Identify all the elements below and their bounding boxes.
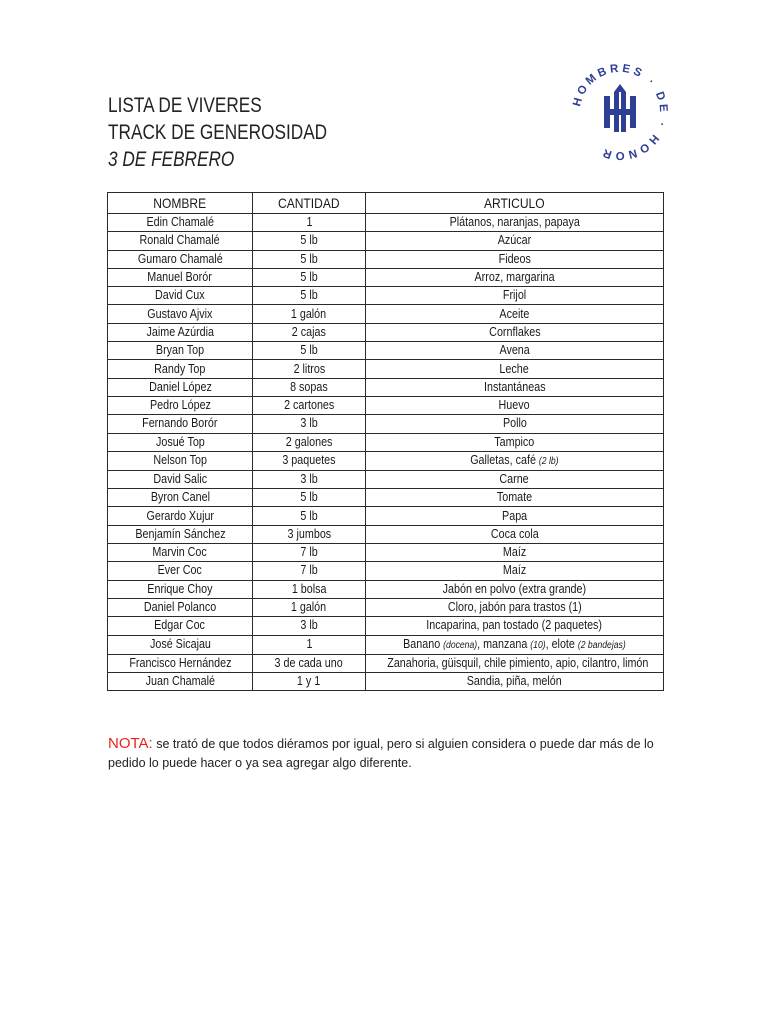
cell-nombre: Daniel López	[108, 378, 253, 396]
cell-nombre: Jaime Azúrdia	[108, 323, 253, 341]
table-row	[108, 617, 664, 635]
cell-nombre: David Salic	[108, 470, 253, 488]
logo-ring-text: HOMBRES · DE · HONOR	[571, 62, 670, 162]
cell-cantidad: 3 lb	[253, 415, 366, 433]
table-row	[108, 360, 664, 378]
cell-articulo: Instantáneas	[366, 378, 664, 396]
table-row	[108, 544, 664, 562]
cell-nombre: Pedro López	[108, 396, 253, 414]
cell-nombre: Francisco Hernández	[108, 654, 253, 672]
table-row	[108, 268, 664, 286]
cell-articulo: Sandia, piña, melón	[366, 672, 664, 690]
cell-articulo: Pollo	[366, 415, 664, 433]
hombres-de-honor-logo	[570, 62, 670, 162]
cell-cantidad: 5 lb	[253, 250, 366, 268]
cell-articulo: Carne	[366, 470, 664, 488]
cell-nombre: Marvin Coc	[108, 544, 253, 562]
header-articulo: ARTICULO	[366, 193, 664, 214]
cell-articulo: Jabón en polvo (extra grande)	[366, 580, 664, 598]
cell-nombre: Randy Top	[108, 360, 253, 378]
provisions-table	[107, 192, 664, 691]
cell-cantidad: 2 litros	[253, 360, 366, 378]
cell-nombre: Juan Chamalé	[108, 672, 253, 690]
table-row	[108, 250, 664, 268]
table-row	[108, 525, 664, 543]
cell-nombre: Gustavo Ajvix	[108, 305, 253, 323]
table-row	[108, 287, 664, 305]
note-text: se trató de que todos diéramos por igual, pero si alguien considera o puede dar más de lo pedido lo puede hacer o ya sea agregar algo diferente.	[108, 737, 654, 770]
cell-cantidad: 3 lb	[253, 617, 366, 635]
table-row	[108, 342, 664, 360]
cell-cantidad: 2 cajas	[253, 323, 366, 341]
cell-nombre: Enrique Choy	[108, 580, 253, 598]
cell-nombre: Ronald Chamalé	[108, 232, 253, 250]
table-row	[108, 580, 664, 598]
cell-articulo: Azúcar	[366, 232, 664, 250]
cell-cantidad: 1 galón	[253, 598, 366, 616]
cell-articulo: Plátanos, naranjas, papaya	[366, 214, 664, 232]
cell-articulo: Tampico	[366, 433, 664, 451]
cell-articulo: Galletas, café (2 lb)	[366, 451, 664, 470]
title-line-1: LISTA DE VIVERES	[108, 94, 262, 117]
table-row	[108, 470, 664, 488]
logo-emblem-icon	[604, 84, 636, 132]
table-row	[108, 232, 664, 250]
cell-nombre: Josué Top	[108, 433, 253, 451]
cell-cantidad: 5 lb	[253, 287, 366, 305]
cell-articulo: Maíz	[366, 544, 664, 562]
cell-nombre: Byron Canel	[108, 489, 253, 507]
document-header	[108, 92, 375, 173]
cell-nombre: Fernando Borór	[108, 415, 253, 433]
table-row	[108, 635, 664, 654]
title-line-2: TRACK DE GENEROSIDAD	[108, 121, 328, 144]
cell-articulo: Aceite	[366, 305, 664, 323]
cell-nombre: Gerardo Xujur	[108, 507, 253, 525]
table-row	[108, 378, 664, 396]
cell-articulo: Incaparina, pan tostado (2 paquetes)	[366, 617, 664, 635]
cell-cantidad: 1 galón	[253, 305, 366, 323]
header-cantidad: CANTIDAD	[253, 193, 366, 214]
cell-cantidad: 3 lb	[253, 470, 366, 488]
cell-nombre: José Sicajau	[108, 635, 253, 654]
cell-articulo: Maíz	[366, 562, 664, 580]
cell-nombre: Ever Coc	[108, 562, 253, 580]
header-nombre: NOMBRE	[108, 193, 253, 214]
table-row	[108, 214, 664, 232]
cell-nombre: David Cux	[108, 287, 253, 305]
cell-cantidad: 1	[253, 214, 366, 232]
note-paragraph	[108, 734, 668, 773]
cell-cantidad: 3 de cada uno	[253, 654, 366, 672]
cell-nombre: Daniel Polanco	[108, 598, 253, 616]
cell-cantidad: 8 sopas	[253, 378, 366, 396]
table-header-row	[108, 193, 664, 214]
cell-articulo: Arroz, margarina	[366, 268, 664, 286]
cell-cantidad: 5 lb	[253, 489, 366, 507]
cell-articulo: Leche	[366, 360, 664, 378]
cell-nombre: Manuel Borór	[108, 268, 253, 286]
cell-articulo: Frijol	[366, 287, 664, 305]
cell-articulo: Cornflakes	[366, 323, 664, 341]
cell-nombre: Benjamín Sánchez	[108, 525, 253, 543]
table-row	[108, 305, 664, 323]
cell-articulo: Coca cola	[366, 525, 664, 543]
cell-cantidad: 7 lb	[253, 562, 366, 580]
cell-cantidad: 5 lb	[253, 507, 366, 525]
cell-nombre: Edgar Coc	[108, 617, 253, 635]
table-row	[108, 562, 664, 580]
cell-cantidad: 3 paquetes	[253, 451, 366, 470]
cell-cantidad: 1 bolsa	[253, 580, 366, 598]
cell-nombre: Gumaro Chamalé	[108, 250, 253, 268]
table-row	[108, 451, 664, 470]
table-row	[108, 415, 664, 433]
cell-cantidad: 1 y 1	[253, 672, 366, 690]
cell-cantidad: 7 lb	[253, 544, 366, 562]
table-row	[108, 598, 664, 616]
cell-cantidad: 5 lb	[253, 268, 366, 286]
table-row	[108, 489, 664, 507]
cell-nombre: Bryan Top	[108, 342, 253, 360]
cell-articulo: Avena	[366, 342, 664, 360]
cell-articulo: Tomate	[366, 489, 664, 507]
cell-cantidad: 1	[253, 635, 366, 654]
table-row	[108, 323, 664, 341]
table-row	[108, 396, 664, 414]
cell-articulo: Banano (docena), manzana (10), elote (2 bandejas)	[366, 635, 664, 654]
cell-cantidad: 2 galones	[253, 433, 366, 451]
table-row	[108, 433, 664, 451]
cell-nombre: Nelson Top	[108, 451, 253, 470]
table-row	[108, 654, 664, 672]
table-row	[108, 672, 664, 690]
cell-articulo: Papa	[366, 507, 664, 525]
cell-nombre: Edin Chamalé	[108, 214, 253, 232]
cell-articulo: Huevo	[366, 396, 664, 414]
cell-articulo: Fideos	[366, 250, 664, 268]
cell-cantidad: 2 cartones	[253, 396, 366, 414]
cell-cantidad: 3 jumbos	[253, 525, 366, 543]
cell-articulo: Cloro, jabón para trastos (1)	[366, 598, 664, 616]
cell-cantidad: 5 lb	[253, 232, 366, 250]
cell-articulo: Zanahoria, güisquil, chile pimiento, apio, cilantro, limón	[366, 654, 664, 672]
cell-cantidad: 5 lb	[253, 342, 366, 360]
note-label: NOTA:	[108, 735, 153, 752]
date-line: 3 DE FEBRERO	[108, 148, 235, 171]
table-row	[108, 507, 664, 525]
